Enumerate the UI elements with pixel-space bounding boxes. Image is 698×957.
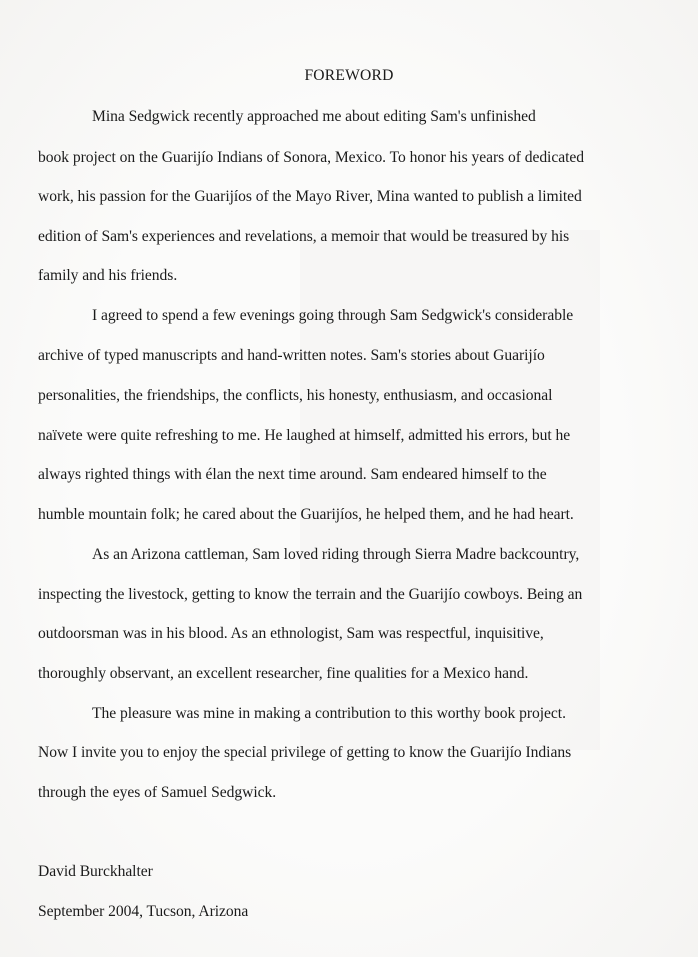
body-line: I agreed to spend a few evenings going through Sam Sedgwick's considerable <box>92 307 574 324</box>
page-title: FOREWORD <box>304 67 394 84</box>
body-line: archive of typed manuscripts and hand-written notes. Sam's stories about Guarijío <box>38 347 545 364</box>
body-line: thoroughly observant, an excellent researcher, fine qualities for a Mexico hand. <box>38 665 529 682</box>
body-line: The pleasure was mine in making a contribution to this worthy book project. <box>92 705 566 722</box>
body-line: through the eyes of Samuel Sedgwick. <box>38 784 277 801</box>
body-line: humble mountain folk; he cared about the Guarijíos, he helped them, and he had heart. <box>38 506 574 523</box>
body-line: work, his passion for the Guarijíos of the Mayo River, Mina wanted to publish a limited <box>38 188 582 205</box>
body-line: Mina Sedgwick recently approached me about editing Sam's unfinished <box>92 108 536 125</box>
signature-date-place: September 2004, Tucson, Arizona <box>38 903 249 920</box>
body-line: always righted things with élan the next time around. Sam endeared himself to the <box>38 466 547 483</box>
body-line: naïvete were quite refreshing to me. He laughed at himself, admitted his errors, but he <box>38 427 571 444</box>
body-line: Now I invite you to enjoy the special privilege of getting to know the Guarijío Indians <box>38 744 572 761</box>
body-line: inspecting the livestock, getting to know the terrain and the Guarijío cowboys. Being an <box>38 586 583 603</box>
body-line: outdoorsman was in his blood. As an ethnologist, Sam was respectful, inquisitive, <box>38 625 544 642</box>
signature-name: David Burckhalter <box>38 863 153 880</box>
body-line: book project on the Guarijío Indians of Sonora, Mexico. To honor his years of dedicated <box>38 149 584 166</box>
body-line: As an Arizona cattleman, Sam loved riding through Sierra Madre backcountry, <box>92 546 580 563</box>
body-line: family and his friends. <box>38 267 178 284</box>
body-line: personalities, the friendships, the conflicts, his honesty, enthusiasm, and occasional <box>38 387 553 404</box>
body-line: edition of Sam's experiences and revelations, a memoir that would be treasured by his <box>38 228 570 245</box>
